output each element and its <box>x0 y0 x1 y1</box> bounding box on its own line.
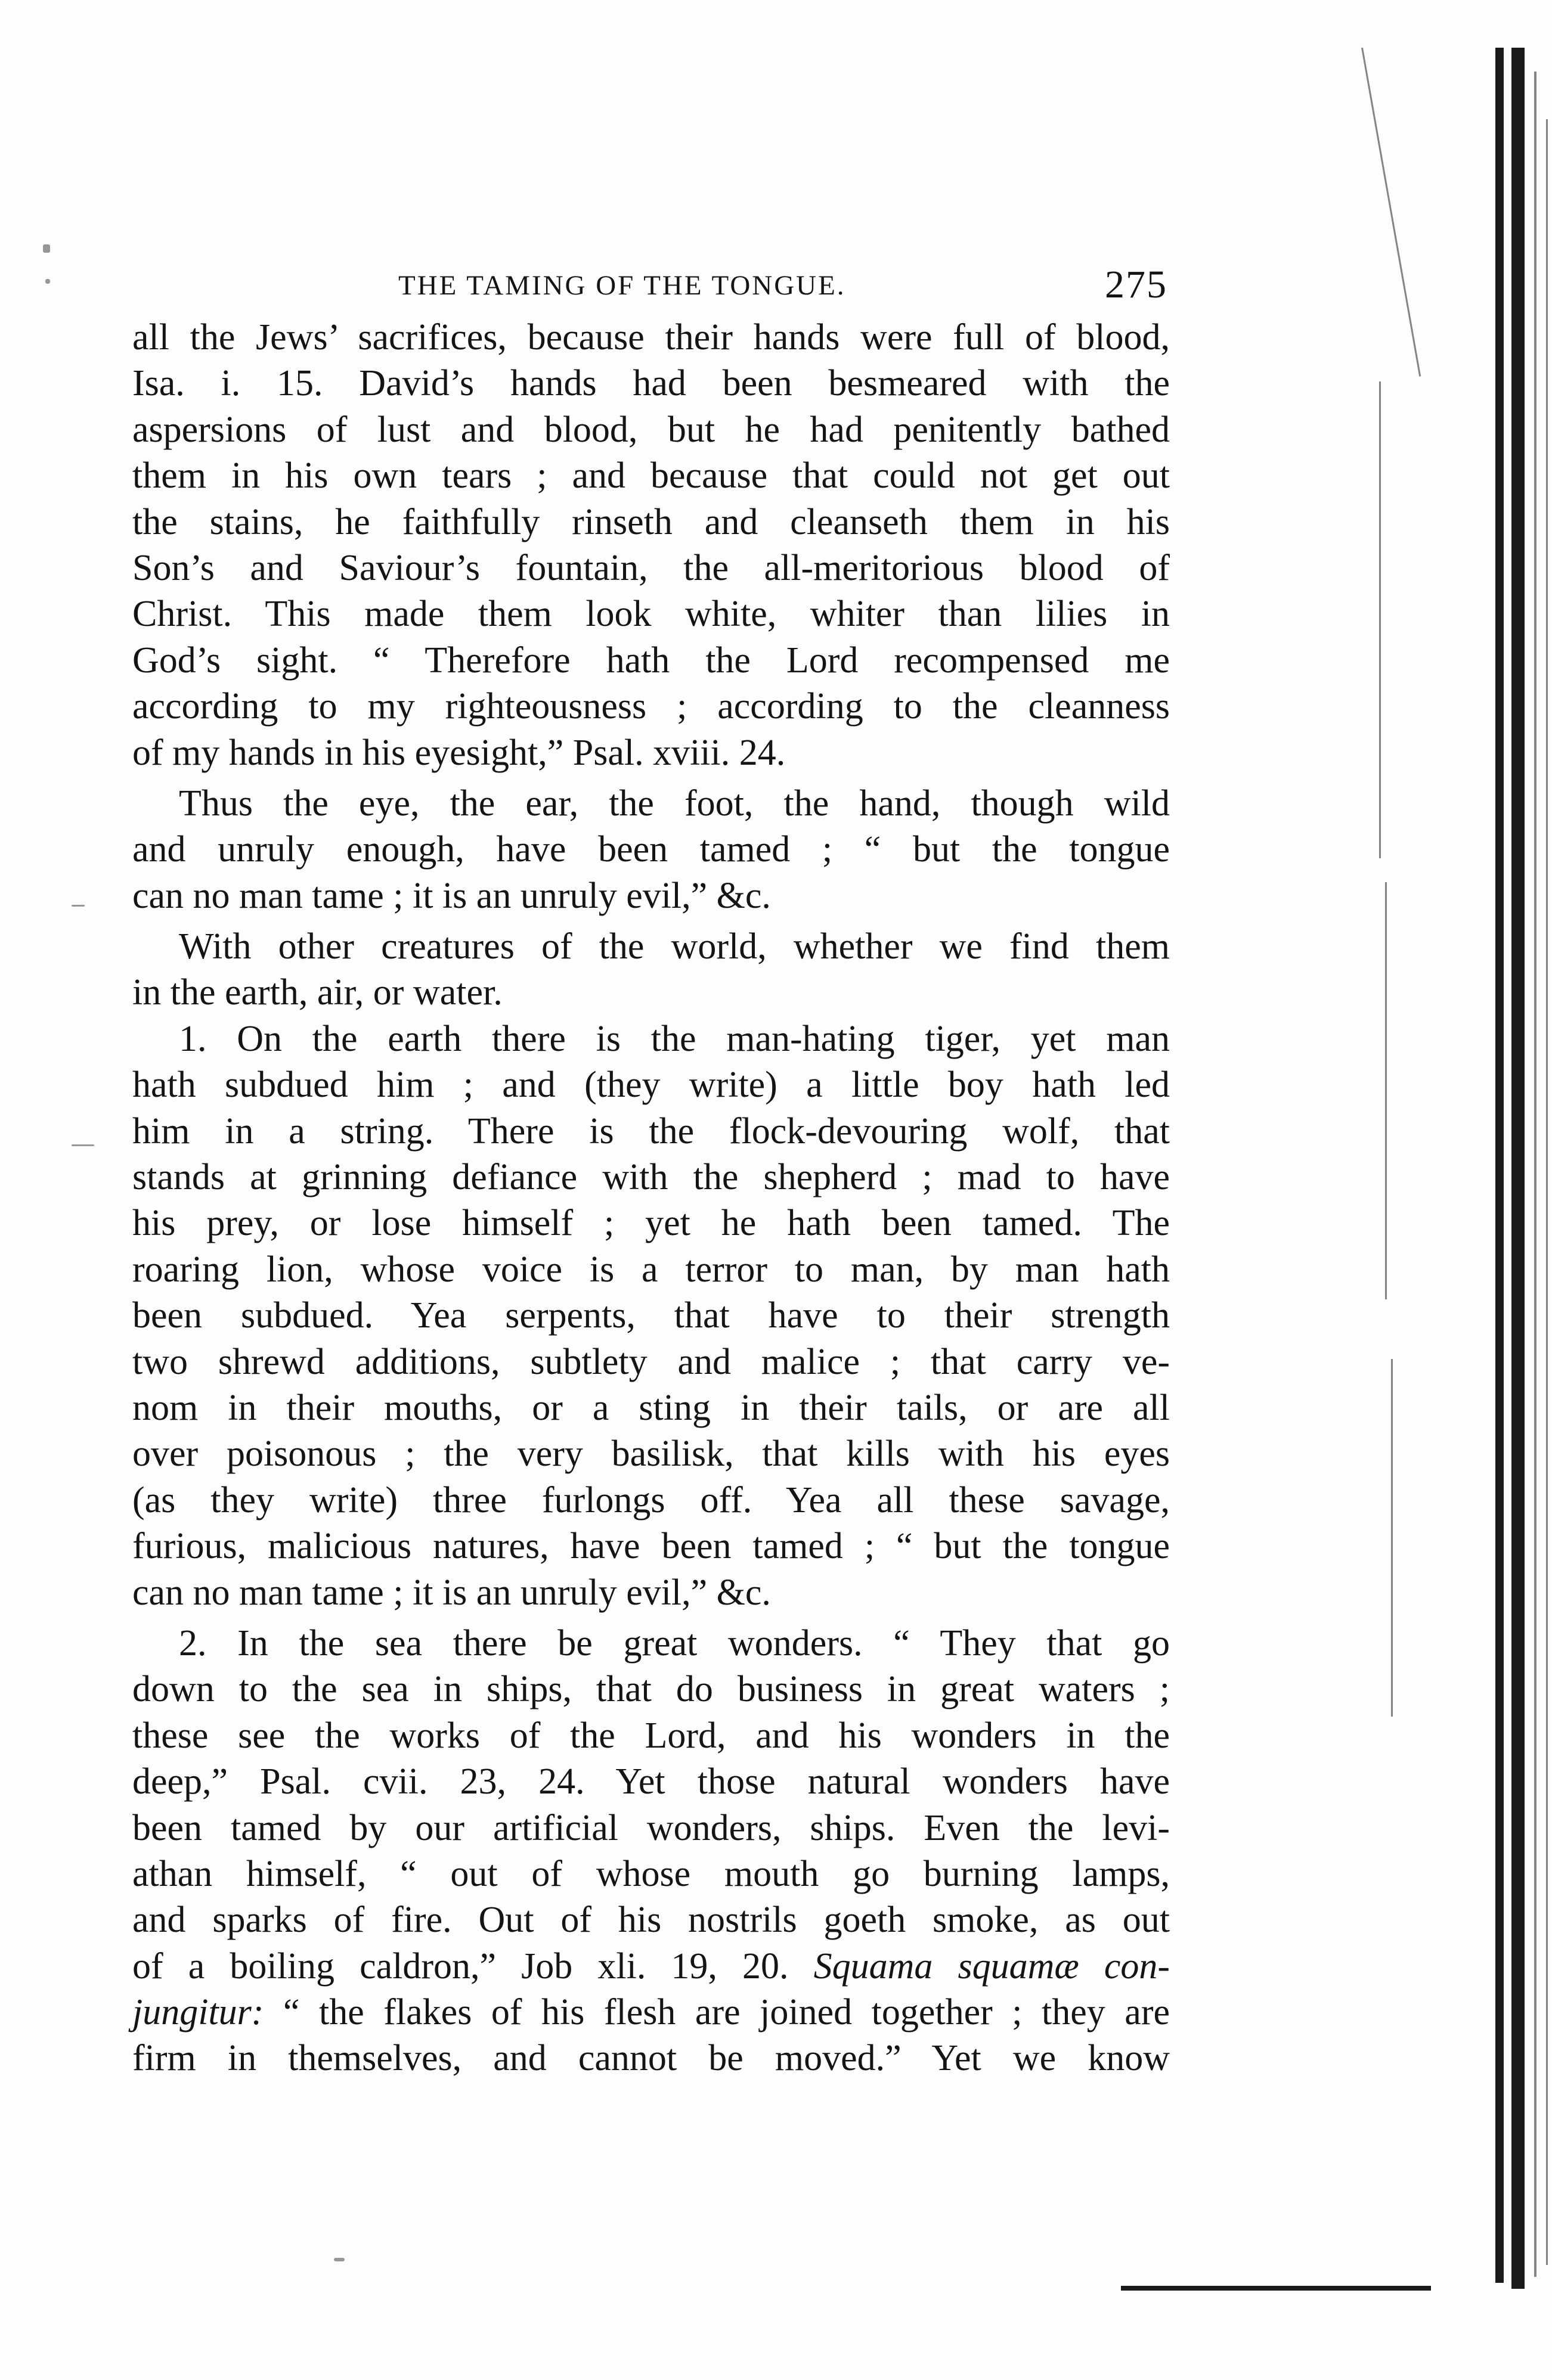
text-line: the stains, he faithfully rinseth and cleanseth them in his <box>132 501 1170 542</box>
latin-phrase: Squama squamæ con- <box>813 1945 1170 1987</box>
text-line: these see the works of the Lord, and his wonders in the <box>132 1715 1170 1756</box>
text-line: down to the sea in ships, that do business in great waters ; <box>132 1669 1170 1710</box>
text-line: of my hands in his eyesight,” Psal. xviii. 24. <box>132 732 786 773</box>
text-fragment: of a boiling caldron,” Job xli. 19, 20. <box>132 1945 789 1987</box>
running-title: THE TAMING OF THE TONGUE. <box>398 270 846 301</box>
text-line: (as they write) three furlongs off. Yea all these savage, <box>132 1479 1170 1521</box>
text-line: and unruly enough, have been tamed ; “ but the tongue <box>132 829 1170 870</box>
ink-speck <box>43 244 50 253</box>
text-line: in the earth, air, or water. <box>132 972 503 1013</box>
text-line: firm in themselves, and cannot be moved.” Yet we know <box>132 2038 1170 2079</box>
ink-speck <box>334 2258 345 2261</box>
latin-phrase: jungitur: <box>132 1992 264 2033</box>
text-line: Christ. This made them look white, whiter than lilies in <box>132 594 1170 635</box>
binding-gutter <box>1355 48 1552 2336</box>
text-line: according to my righteousness ; according to the cleanness <box>132 686 1170 727</box>
text-line: athan himself, “ out of whose mouth go burning lamps, <box>132 1853 1170 1894</box>
text-line: his prey, or lose himself ; yet he hath been tamed. The <box>132 1203 1170 1244</box>
text-line: two shrewd additions, subtlety and malice ; that carry ve- <box>132 1341 1170 1382</box>
text-line: God’s sight. “ Therefore hath the Lord recompensed me <box>132 640 1170 681</box>
page-edge-rule <box>1121 2286 1431 2291</box>
text-line: and sparks of fire. Out of his nostrils goeth smoke, as out <box>132 1900 1170 1941</box>
text-line: over poisonous ; the very basilisk, that kills with his eyes <box>132 1433 1170 1475</box>
text-line: stands at grinning defiance with the shepherd ; mad to have <box>132 1157 1170 1198</box>
running-head <box>136 262 1167 310</box>
ink-speck <box>72 1144 94 1146</box>
text-line: them in his own tears ; and because that could not get out <box>132 455 1170 497</box>
text-fragment: “ the flakes of his flesh are joined together ; they are <box>264 1992 1170 2033</box>
ink-speck <box>72 905 85 907</box>
page-number: 275 <box>1105 263 1167 306</box>
text-line: 1. On the earth there is the man-hating tiger, yet man <box>179 1018 1170 1059</box>
text-line: aspersions of lust and blood, but he had penitently bathed <box>132 409 1170 450</box>
text-line: all the Jews’ sacrifices, because their hands were full of blood, <box>132 317 1170 358</box>
text-line: 2. In the sea there be great wonders. “ They that go <box>179 1622 1170 1664</box>
ink-speck <box>45 279 50 284</box>
text-line: roaring lion, whose voice is a terror to man, by man hath <box>132 1249 1170 1290</box>
text-line-mixed <box>132 1944 1170 1990</box>
text-line: deep,” Psal. cvii. 23, 24. Yet those natural wonders have <box>132 1761 1170 1802</box>
text-line: furious, malicious natures, have been tamed ; “ but the tongue <box>132 1526 1170 1567</box>
text-line: been tamed by our artificial wonders, ships. Even the levi- <box>132 1807 1170 1848</box>
text-line-mixed <box>132 1990 1170 2035</box>
text-line: him in a string. There is the flock-devouring wolf, that <box>132 1110 1170 1152</box>
text-line: Son’s and Saviour’s fountain, the all-meritorious blood of <box>132 547 1170 588</box>
text-line: Thus the eye, the ear, the foot, the hand, though wild <box>179 783 1170 824</box>
text-line: hath subdued him ; and (they write) a little boy hath led <box>132 1065 1170 1106</box>
text-line: can no man tame ; it is an unruly evil,” &c. <box>132 875 771 916</box>
text-line: Isa. i. 15. David’s hands had been besmeared with the <box>132 363 1170 404</box>
text-line: With other creatures of the world, whether we find them <box>179 926 1170 967</box>
text-line: been subdued. Yea serpents, that have to their strength <box>132 1295 1170 1336</box>
body-text <box>132 315 1170 2082</box>
text-line: nom in their mouths, or a sting in their tails, or are all <box>132 1387 1170 1428</box>
text-line: can no man tame ; it is an unruly evil,” &c. <box>132 1572 771 1613</box>
